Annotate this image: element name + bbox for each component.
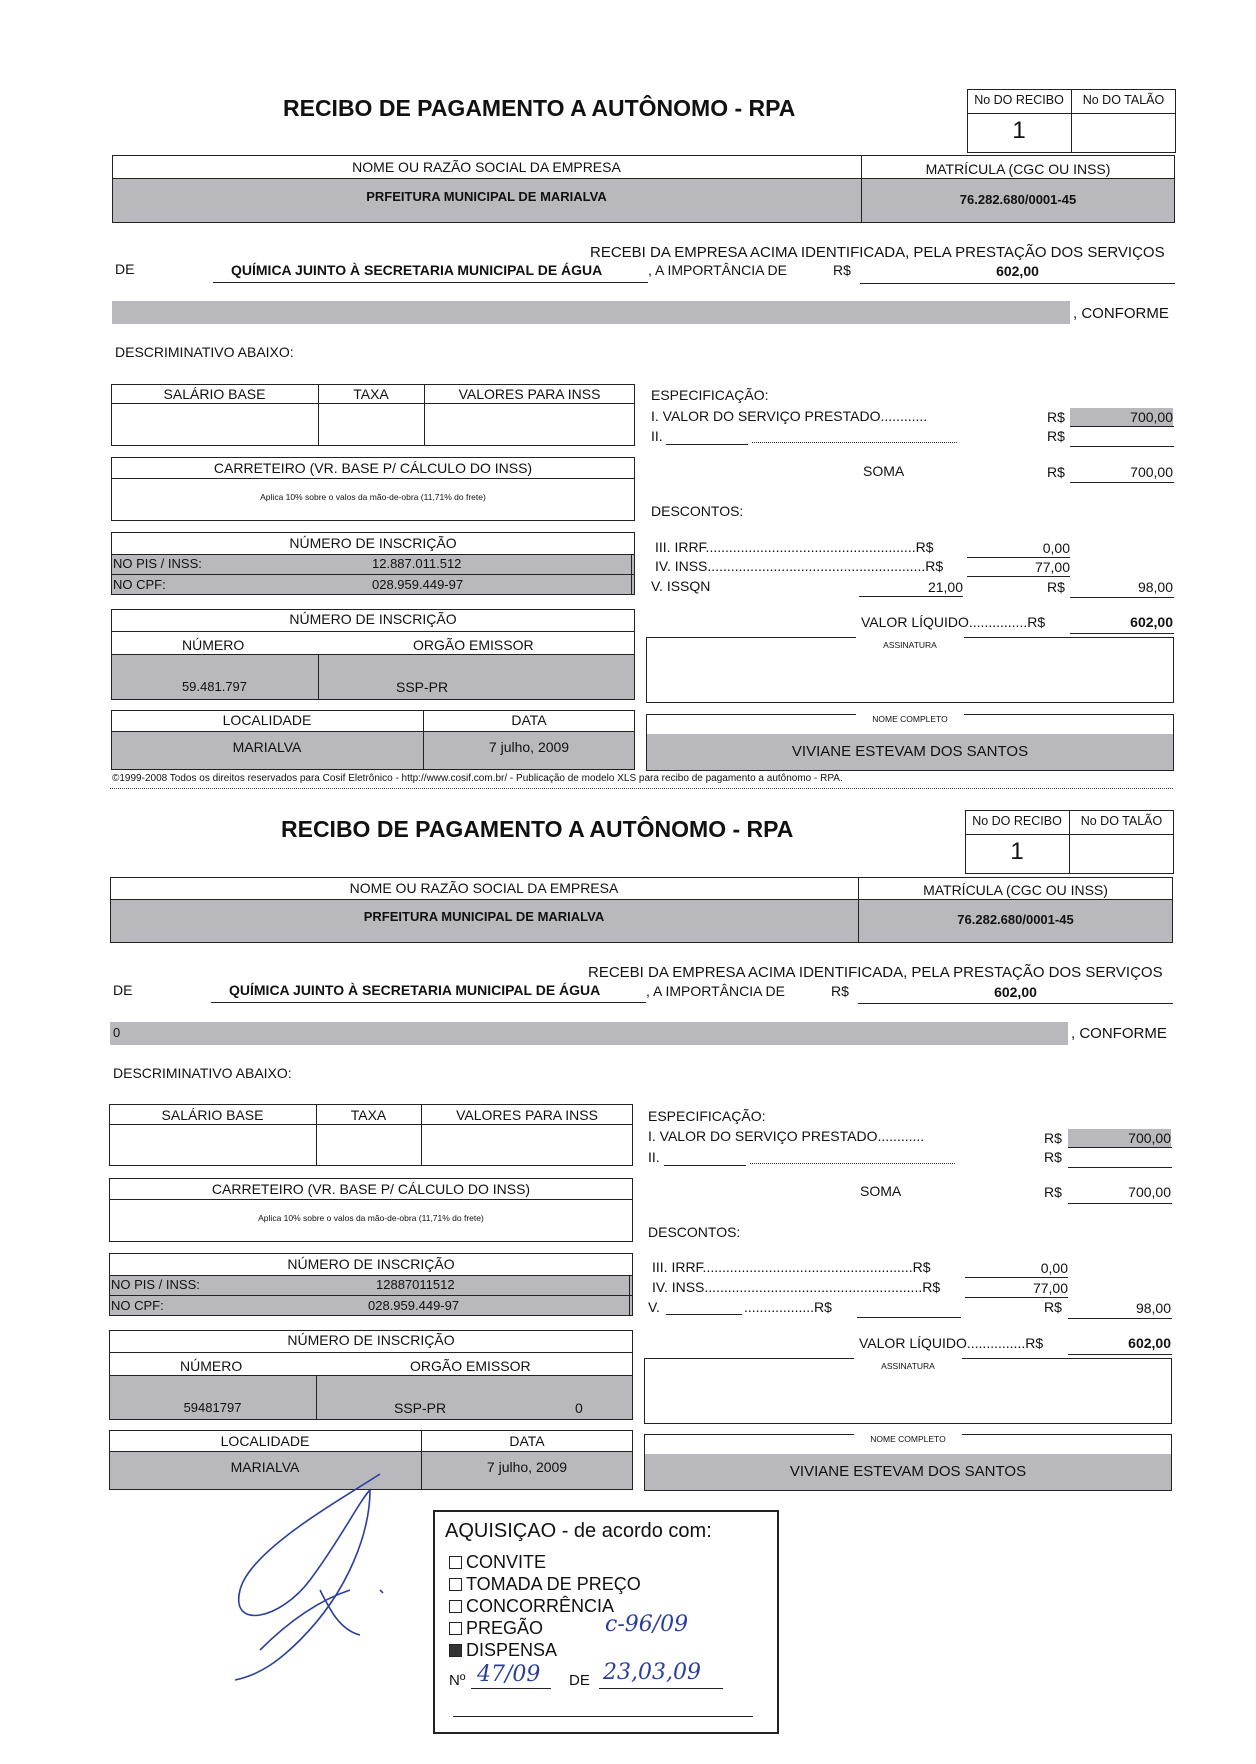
- numero-label: NÚMERO: [182, 637, 245, 653]
- pis-label: NO PIS / INSS:: [111, 1277, 200, 1292]
- irrf-label: III. IRRF......................................................R$: [655, 539, 934, 555]
- importancia-label: , A IMPORTÂNCIA DE: [648, 262, 788, 278]
- matricula-value: 76.282.680/0001-45: [957, 912, 1074, 927]
- especificacao-label: ESPECIFICAÇÃO:: [648, 1108, 766, 1124]
- nome-completo-label: NOME COMPLETO: [872, 714, 948, 724]
- aplica-note: Aplica 10% sobre o valos da mão-de-obra (11,71% do frete): [258, 1213, 484, 1223]
- data-label: DATA: [509, 1433, 545, 1449]
- descriminativo-label: DESCRIMINATIVO ABAIXO:: [113, 1065, 292, 1081]
- orgao-value: SSP-PR: [396, 679, 449, 695]
- irrf-label: III. IRRF......................................................R$: [652, 1259, 931, 1275]
- assinatura-label: ASSINATURA: [881, 1361, 935, 1371]
- importancia-value: 602,00: [994, 984, 1037, 1000]
- salario-base-header: SALÁRIO BASE: [161, 1107, 264, 1123]
- orgao-label: ORGÃO EMISSOR: [413, 637, 534, 653]
- currency-label: R$: [1044, 1299, 1062, 1315]
- empresa-name: PRFEITURA MUNICIPAL DE MARIALVA: [366, 189, 607, 204]
- aplica-note: Aplica 10% sobre o valos da mão-de-obra (11,71% do frete): [260, 492, 486, 502]
- data-label: DATA: [511, 712, 547, 728]
- soma-value: 700,00: [1128, 1184, 1171, 1200]
- currency-label: R$: [831, 983, 849, 999]
- pis-label: NO PIS / INSS:: [113, 556, 202, 571]
- receipt-copy-2: [0, 720, 1256, 1520]
- no-recibo-value: 1: [1012, 117, 1026, 144]
- carreteiro-label: CARRETEIRO (VR. BASE P/ CÁLCULO DO INSS): [211, 1181, 531, 1197]
- empresa-name: PRFEITURA MUNICIPAL DE MARIALVA: [363, 909, 605, 924]
- localidade-value: MARIALVA: [232, 739, 302, 755]
- localidade-label: LOCALIDADE: [220, 1433, 310, 1449]
- conforme-label: , CONFORME: [1071, 1025, 1167, 1042]
- inss-label: IV. INSS........................................................R$: [655, 558, 944, 574]
- no-talao-label: No DO TALÃO: [1080, 814, 1163, 828]
- stamp-title: AQUISIÇAO - de acordo com:: [445, 1520, 712, 1542]
- option-convite: [449, 1552, 546, 1573]
- copyright-note: ©1999-2008 Todos os direitos reservados para Cosif Eletrônico - http://www.cosif.com.br/ - Publicação de modelo XLS para recibo de pagamento a autônomo - RPA.: [112, 773, 843, 784]
- valor-liquido-value: 602,00: [1128, 1335, 1171, 1351]
- cpf-value: 028.959.449-97: [372, 577, 464, 592]
- numero-value: 59481797: [183, 1400, 242, 1415]
- extenso-value: 0: [113, 1025, 121, 1040]
- numero-value: 59.481.797: [181, 679, 248, 694]
- de-label: DE: [113, 982, 133, 998]
- irrf-value: 0,00: [1042, 540, 1070, 556]
- item-v-rs: ..................R$: [744, 1299, 832, 1315]
- taxa-header: TAXA: [353, 386, 389, 402]
- option-pregao: [449, 1618, 543, 1639]
- issqn-value: 21,00: [927, 579, 963, 595]
- extenso-bar: [112, 301, 1070, 324]
- option-label: PREGÃO: [466, 1618, 544, 1638]
- concorrencia-checkbox[interactable]: [449, 1600, 462, 1613]
- currency-label: R$: [1044, 1184, 1062, 1200]
- soma-label: SOMA: [860, 1183, 902, 1199]
- valor-liquido-value: 602,00: [1130, 614, 1173, 630]
- inscricao-header: NÚMERO DE INSCRIÇÃO: [289, 535, 457, 551]
- descontos-label: DESCONTOS:: [648, 1224, 741, 1240]
- soma-label: SOMA: [863, 463, 905, 479]
- numero-label: NÚMERO: [180, 1358, 243, 1374]
- issqn-label: V. ISSQN: [651, 578, 711, 594]
- tomada-checkbox[interactable]: [449, 1578, 462, 1591]
- taxa-header: TAXA: [350, 1107, 387, 1123]
- localidade-value: MARIALVA: [230, 1459, 300, 1475]
- data-value: 7 julho, 2009: [486, 1459, 568, 1475]
- currency-label: R$: [833, 262, 851, 278]
- currency-label: R$: [1047, 428, 1065, 444]
- nome-completo-value: VIVIANE ESTEVAM DOS SANTOS: [791, 743, 1029, 760]
- descontos-label: DESCONTOS:: [651, 503, 744, 519]
- recebi-text: RECEBI DA EMPRESA ACIMA IDENTIFICADA, PELA PRESTAÇÃO DOS SERVIÇOS: [590, 244, 1165, 261]
- total-descontos-value: 98,00: [1137, 579, 1173, 595]
- item-ii-label: II.: [648, 1149, 660, 1165]
- importancia-label: , A IMPORTÂNCIA DE: [646, 983, 786, 999]
- receipt-copy-1: [0, 0, 1256, 800]
- localidade-label: LOCALIDADE: [222, 712, 312, 728]
- inss-value: 77,00: [1032, 1280, 1068, 1296]
- irrf-value: 0,00: [1040, 1260, 1068, 1276]
- de-label: DE: [115, 261, 135, 277]
- pis-value: 12887011512: [376, 1277, 455, 1292]
- salario-base-header: SALÁRIO BASE: [163, 386, 266, 402]
- cpf-label: NO CPF:: [113, 577, 166, 592]
- dispensa-checkbox-checked[interactable]: [449, 1644, 462, 1657]
- valores-inss-header: VALORES PARA INSS: [458, 386, 601, 402]
- pregao-checkbox[interactable]: [449, 1622, 462, 1635]
- importancia-value: 602,00: [996, 263, 1039, 279]
- nome-completo-label: NOME COMPLETO: [870, 1434, 946, 1444]
- pis-value: 12.887.011.512: [372, 556, 462, 571]
- recebi-text: RECEBI DA EMPRESA ACIMA IDENTIFICADA, PELA PRESTAÇÃO DOS SERVIÇOS: [588, 964, 1163, 981]
- item-v-label: V.: [648, 1299, 660, 1315]
- data-handwritten: 23,03,09: [603, 1660, 701, 1685]
- conforme-label: , CONFORME: [1073, 305, 1169, 322]
- empresa-label: NOME OU RAZÃO SOCIAL DA EMPRESA: [352, 159, 621, 175]
- documento-header: NÚMERO DE INSCRIÇÃO: [289, 611, 457, 627]
- valor-liquido-label: VALOR LÍQUIDO...............R$: [861, 614, 1046, 630]
- nome-completo-value: VIVIANE ESTEVAM DOS SANTOS: [789, 1463, 1027, 1480]
- matricula-label: MATRÍCULA (CGC OU INSS): [923, 882, 1108, 898]
- descriminativo-label: DESCRIMINATIVO ABAIXO:: [115, 344, 294, 360]
- valor-servico-label: I. VALOR DO SERVIÇO PRESTADO............: [648, 1128, 925, 1144]
- soma-value: 700,00: [1130, 464, 1173, 480]
- option-dispensa: [449, 1640, 557, 1661]
- no-recibo-label: No DO RECIBO: [972, 814, 1062, 828]
- inss-label: IV. INSS........................................................R$: [652, 1279, 941, 1295]
- servico-description: QUÍMICA JUINTO À SECRETARIA MUNICIPAL DE ÁGUA: [231, 262, 603, 278]
- valor-liquido-label: VALOR LÍQUIDO...............R$: [859, 1335, 1044, 1351]
- matricula-label: MATRÍCULA (CGC OU INSS): [925, 161, 1111, 177]
- option-tomada-de-preco: [449, 1574, 641, 1595]
- inss-value: 77,00: [1034, 559, 1070, 575]
- numero-label: Nº: [449, 1672, 466, 1689]
- valor-servico-value: 700,00: [1130, 409, 1173, 425]
- extenso-bar: [110, 1022, 1068, 1045]
- documento-header: NÚMERO DE INSCRIÇÃO: [287, 1332, 455, 1348]
- empresa-label: NOME OU RAZÃO SOCIAL DA EMPRESA: [349, 880, 619, 896]
- no-recibo-value: 1: [1010, 838, 1024, 865]
- numero-handwritten: 47/09: [477, 1662, 541, 1687]
- handwritten-signature: [220, 1470, 420, 1690]
- assinatura-label: ASSINATURA: [883, 640, 937, 650]
- option-label: CONVITE: [466, 1552, 547, 1572]
- option-label: CONCORRÊNCIA: [466, 1596, 615, 1616]
- option-concorrencia: [449, 1596, 614, 1617]
- currency-label: R$: [1047, 464, 1065, 480]
- currency-label: R$: [1044, 1149, 1062, 1165]
- total-descontos-value: 98,00: [1135, 1300, 1171, 1316]
- orgao-label: ORGÃO EMISSOR: [410, 1358, 531, 1374]
- option-label: DISPENSA: [466, 1640, 558, 1660]
- carreteiro-label: CARRETEIRO (VR. BASE P/ CÁLCULO DO INSS): [213, 460, 533, 476]
- orgao-value: SSP-PR: [394, 1400, 447, 1416]
- convite-checkbox[interactable]: [449, 1556, 462, 1569]
- valores-inss-header: VALORES PARA INSS: [456, 1107, 598, 1123]
- servico-description: QUÍMICA JUINTO À SECRETARIA MUNICIPAL DE ÁGUA: [229, 982, 601, 998]
- inscricao-header: NÚMERO DE INSCRIÇÃO: [287, 1256, 455, 1272]
- receipt-title: RECIBO DE PAGAMENTO A AUTÔNOMO - RPA: [283, 95, 796, 121]
- cpf-label: NO CPF:: [111, 1298, 164, 1313]
- cpf-value: 028.959.449-97: [368, 1298, 460, 1313]
- item-ii-label: II.: [651, 428, 663, 444]
- no-recibo-label: No DO RECIBO: [974, 93, 1064, 107]
- receipt-title: RECIBO DE PAGAMENTO A AUTÔNOMO - RPA: [281, 816, 794, 842]
- de-label: DE: [569, 1672, 590, 1689]
- orgao-extra-value: 0: [575, 1400, 583, 1416]
- currency-label: R$: [1047, 409, 1065, 425]
- currency-label: R$: [1047, 579, 1065, 595]
- pregao-handwritten-note: c-96/09: [605, 1612, 689, 1637]
- valor-servico-value: 700,00: [1128, 1130, 1171, 1146]
- especificacao-label: ESPECIFICAÇÃO:: [651, 387, 769, 403]
- aquisicao-stamp: [433, 1510, 779, 1734]
- data-value: 7 julho, 2009: [488, 739, 570, 755]
- currency-label: R$: [1044, 1130, 1062, 1146]
- valor-servico-label: I. VALOR DO SERVIÇO PRESTADO............: [651, 408, 928, 424]
- option-label: TOMADA DE PREÇO: [466, 1574, 641, 1594]
- matricula-value: 76.282.680/0001-45: [959, 192, 1077, 207]
- no-talao-label: No DO TALÃO: [1082, 93, 1165, 107]
